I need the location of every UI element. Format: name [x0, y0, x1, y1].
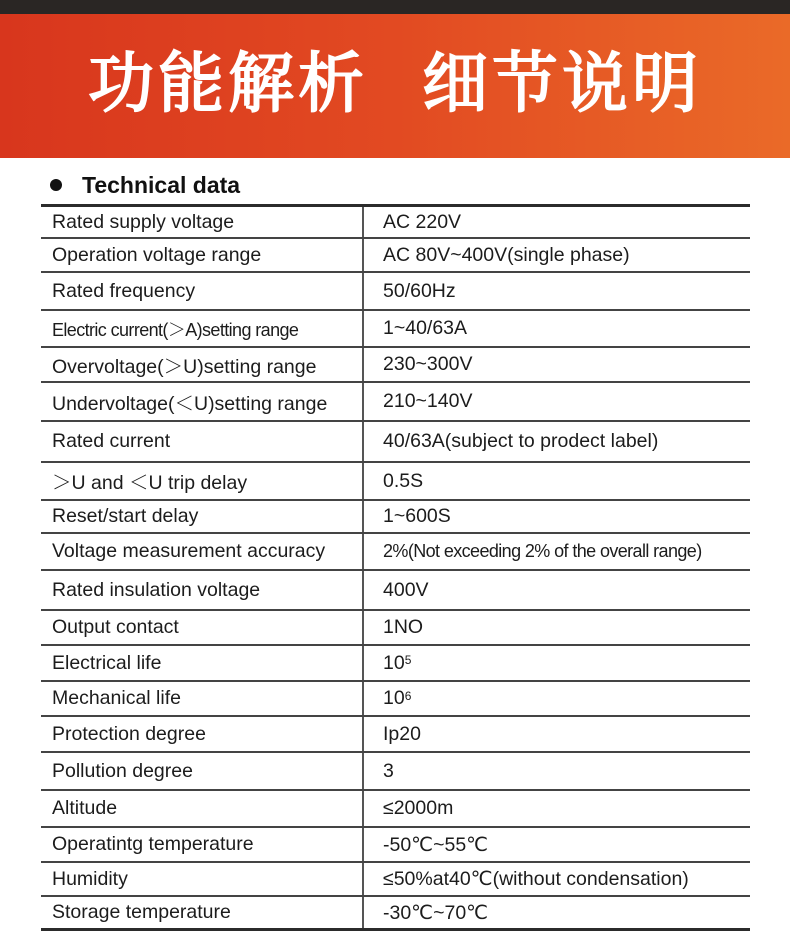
value-base: 10: [383, 687, 405, 709]
row-value: 230~300V: [383, 353, 473, 375]
top-dark-bar: [0, 0, 790, 14]
row-value: 210~140V: [383, 390, 473, 412]
table-row: [41, 717, 750, 753]
row-label: Rated frequency: [41, 273, 364, 309]
row-value: 10 $^6$: [383, 687, 412, 709]
table-row: [41, 501, 750, 534]
table-row: [41, 311, 750, 348]
header-banner: [0, 14, 790, 158]
table-row: [41, 383, 750, 422]
row-label: Operatintg temperature: [41, 828, 364, 861]
row-label: Electrical life: [41, 646, 364, 680]
table-row: [41, 273, 750, 311]
row-value: ≤50%at40℃(without condensation): [383, 868, 689, 890]
table-row: [41, 422, 750, 463]
row-value: -30℃~70℃: [383, 901, 489, 924]
row-label: Rated supply voltage: [41, 207, 364, 237]
banner-title: 功能解析 细节说明: [88, 45, 702, 122]
table-row: [41, 753, 750, 791]
table-row: [41, 571, 750, 611]
table-row: [41, 611, 750, 646]
row-label: Protection degree: [41, 717, 364, 751]
row-label: Reset/start delay: [41, 501, 364, 532]
row-value: 1NO: [383, 616, 424, 638]
row-label: Electric current(＞A)setting range: [41, 311, 364, 346]
table-row: [41, 207, 750, 239]
row-label: Undervoltage(＜U)setting range: [41, 383, 364, 420]
table-row: [41, 863, 750, 897]
table-row: [41, 682, 750, 717]
table-row: [41, 828, 750, 863]
row-value: AC 80V~400V(single phase): [383, 243, 630, 266]
table-row: [41, 463, 750, 501]
row-label: Voltage measurement accuracy: [41, 534, 364, 569]
row-label: Humidity: [41, 863, 364, 895]
row-value: 40/63A(subject to prodect label): [383, 430, 659, 452]
row-label: Rated insulation voltage: [41, 571, 364, 609]
row-label: Storage temperature: [41, 897, 364, 928]
row-value: 3: [383, 759, 394, 782]
row-value: 1~40/63A: [383, 317, 468, 339]
table-row: [41, 348, 750, 383]
value-base: 10: [383, 651, 405, 674]
row-value: 400V: [383, 578, 429, 601]
table-row: [41, 646, 750, 682]
row-value: AC 220V: [383, 210, 462, 233]
row-value: 0.5S: [383, 469, 424, 492]
row-value: ≤2000m: [383, 797, 454, 819]
row-label: Operation voltage range: [41, 239, 364, 271]
row-value: Ip20: [383, 722, 421, 745]
row-label: Mechanical life: [41, 682, 364, 715]
row-value: 10 $^5$: [383, 651, 412, 674]
row-value: 50/60Hz: [383, 279, 456, 302]
table-row: [41, 897, 750, 931]
table-row: [41, 534, 750, 571]
row-value: 1~600S: [383, 505, 451, 527]
technical-data-table: [41, 204, 750, 930]
row-label: Rated current: [41, 422, 364, 461]
row-label: Output contact: [41, 611, 364, 644]
row-label: Altitude: [41, 791, 364, 826]
table-row: [41, 791, 750, 828]
row-value: -50℃~55℃: [383, 833, 489, 856]
bullet-icon: [50, 179, 62, 191]
row-label: Pollution degree: [41, 753, 364, 789]
table-row: [41, 239, 750, 273]
section-title: Technical data: [82, 171, 241, 198]
row-value: 2%(Not exceeding 2% of the overall range): [383, 541, 702, 561]
row-label: ＞U and ＜U trip delay: [41, 463, 364, 499]
section-heading: [50, 171, 240, 199]
row-label: Overvoltage(＞U)setting range: [41, 348, 364, 381]
